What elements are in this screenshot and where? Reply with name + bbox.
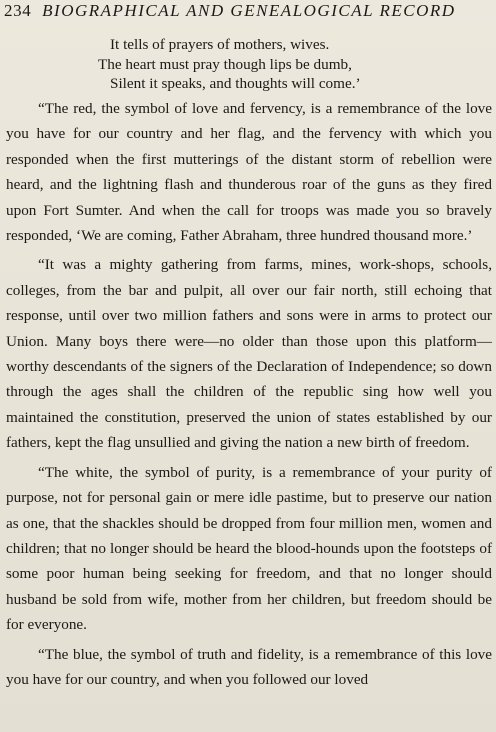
paragraph-red: “The red, the symbol of love and fervency, is a remembrance of the love you have for our country and her flag, and the fervency with which you responded when the first mutterings of the distant storm of rebellion were heard, and the lightning flash and thunderous roar of the guns as they fired upon Fort Sumter. And when the call for troops was made you so bravely responded, ‘We are coming, Father Abraham, three hundred thousand more.’ bbox=[6, 100, 492, 245]
paragraph-white: “The white, the symbol of purity, is a remembrance of your purity of purpose, not for personal gain or mere idle pastime, but to preserve our nation as one, that the shackles should be dropped from four million men, women and children; that no longer should be heard the blood-hounds upon the footsteps of some poor human being seeking for freedom, and that no longer should husband be sold from wife, mother from her children, but freedom should be for everyone. bbox=[6, 463, 492, 634]
verse-line: It tells of prayers of mothers, wives. bbox=[110, 36, 330, 53]
running-head: BIOGRAPHICAL AND GENEALOGICAL RECORD bbox=[42, 1, 456, 20]
paragraph-gathering: “It was a mighty gathering from farms, mines, work-shops, schools, colleges, from the bar and pulpit, all over our fair north, still echoing that response, until over two million fathers and sons were in arms to protect our Union. Many boys there were—no older than those upon this platform—worthy descendants of the signers of the Declaration of Independence; so down through the ages shall the children of the republic sing how well you maintained the constitution, preserved the union of states established by our fathers, kept the flag unsullied and giving the nation a new birth of freedom. bbox=[6, 256, 492, 452]
verse-block bbox=[98, 35, 361, 94]
verse-line: Silent it speaks, and thoughts will come.’ bbox=[110, 75, 361, 92]
body-text bbox=[6, 96, 492, 692]
paragraph-blue: “The blue, the symbol of truth and fidelity, is a remembrance of this love you have for our country, and when you followed our loved bbox=[6, 645, 492, 688]
verse-line: The heart must pray though lips be dumb, bbox=[98, 55, 352, 73]
page-number: 234 bbox=[4, 1, 32, 20]
page-header bbox=[4, 1, 456, 21]
